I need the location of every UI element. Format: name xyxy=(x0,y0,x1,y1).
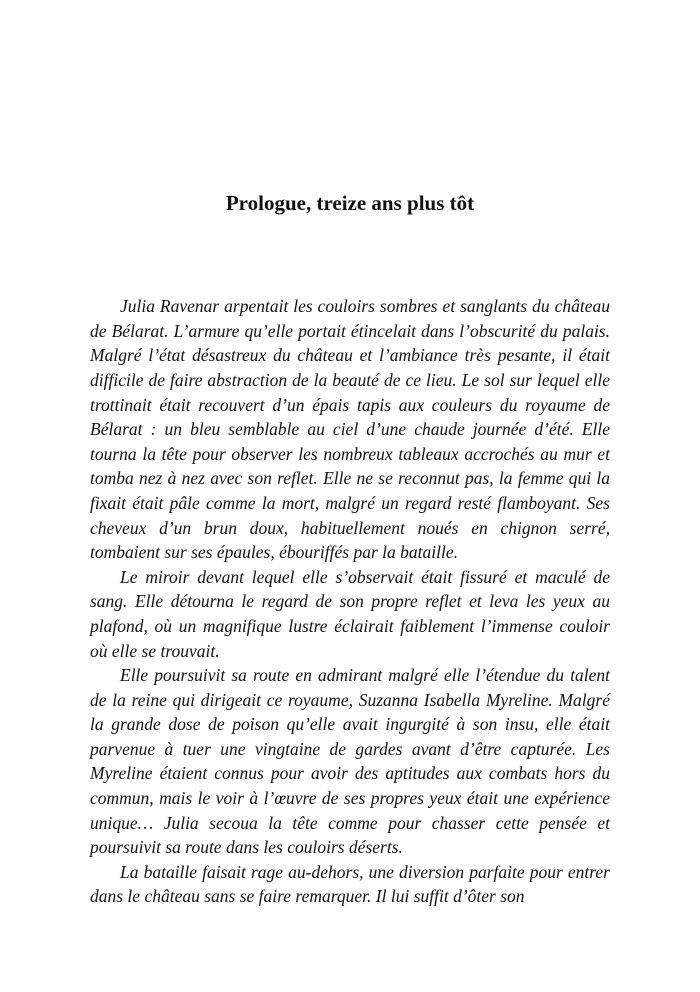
body-paragraph: Julia Ravenar arpentait les couloirs sombres et sanglants du château de Bélarat. L’armure qu’elle portait étincelait dans l’obscurité du palais. Malgré l’état désastreux du château et l’ambiance très pesante, il était difficile de faire abstraction de la beauté de ce lieu. Le sol sur lequel elle trottinait était recouvert d’un épais tapis aux couleurs du royaume de Bélarat : un bleu semblable au ciel d’une chaude journée d’été. Elle tourna la tête pour observer les nombreux tableaux accrochés au mur et tomba nez à nez avec son reflet. Elle ne se reconnut pas, la femme qui la fixait était pâle comme la mort, malgré un regard resté flamboyant. Ses cheveux d’un brun doux, habituellement noués en chignon serré, tombaient sur ses épaules, ébouriffés par la bataille. xyxy=(90,296,610,563)
body-text-block xyxy=(90,294,610,909)
body-paragraph: La bataille faisait rage au-dehors, une diversion parfaite pour entrer dans le château sans se faire remarquer. Il lui suffit d’ôter son xyxy=(90,861,610,907)
body-paragraph: Le miroir devant lequel elle s’observait était fissuré et maculé de sang. Elle détourna le regard de son propre reflet et leva les yeux au plafond, où un magnifique lustre éclairait faiblement l’immense couloir où elle se trouvait. xyxy=(90,566,610,661)
chapter-title: Prologue, treize ans plus tôt xyxy=(225,191,475,215)
body-paragraph: Elle poursuivit sa route en admirant malgré elle l’étendue du talent de la reine qui dirigeait ce royaume, Suzanna Isabella Myreline. Malgré la grande dose de poison qu’elle avait ingurgité à son insu, elle était parvenue à tuer une vingtaine de gardes avant d’être capturée. Les Myreline étaient connus pour avoir des aptitudes aux combats hors du commun, mais le voir à l’œuvre de ses propres yeux était une expérience unique… Julia secoua la tête comme pour chasser cette pensée et poursuivit sa route dans les couloirs déserts. xyxy=(90,665,610,858)
